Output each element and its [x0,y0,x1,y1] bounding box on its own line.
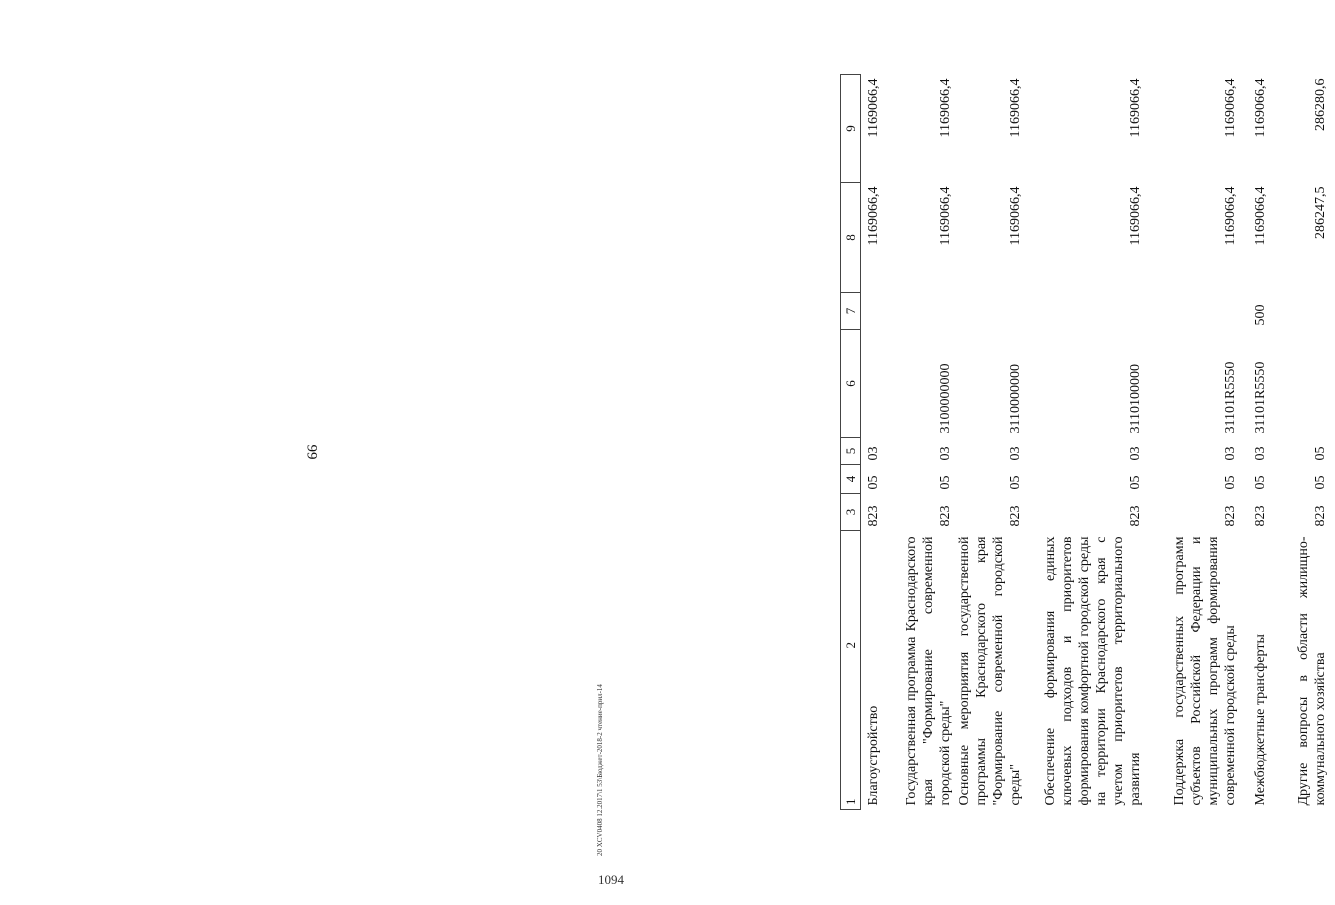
row-target-code: 3110000000 [1008,364,1024,434]
row-subsection-code: 03 [866,446,881,461]
row-amount-2019: 286247,5 [1313,186,1329,239]
header-cell: 7 [841,293,861,330]
page-number: 99 [303,444,320,460]
header-cell: 3 [841,494,861,531]
row-subsection-code: 03 [1223,446,1239,461]
table-row [885,75,955,810]
row-name: Межбюджетные трансферты [1253,634,1269,806]
row-target-code: 31101R5550 [1253,361,1269,434]
budget-table-rotated [840,75,1335,810]
row-amount-2019: 1169066,4 [1008,186,1024,246]
row-subsection-code: 03 [1128,446,1144,461]
row-amount-2019: 1169066,4 [1128,186,1144,246]
header-cell: 12 [841,531,861,810]
row-amount-2020: 1169066,4 [1128,78,1144,138]
row-name: Благоустройство [866,705,881,806]
row-target-code [861,330,885,438]
row-amount-2019: 1169066,4 [1253,186,1269,246]
row-target-code: 3110100000 [1128,364,1144,434]
row-expense-type [885,293,955,330]
row-section-code: 05 [1253,475,1269,490]
row-name: Государственная программа Краснодарского края "Формирование современной городской среды" [904,536,954,806]
row-expense-type [955,293,1025,330]
header-cell: 4 [841,465,861,494]
row-name: Основные мероприятия государственной программы Краснодарского края "Формирование современной городской среды" [957,536,1024,806]
table-row [1240,75,1270,810]
row-name: Поддержка государственных программ субъектов Российской Федерации и муниципальных программ формирования современной городской среды [1172,536,1239,806]
row-ministry-code: 823 [1223,505,1239,527]
row-target-code: 31101R5550 [1223,361,1239,434]
row-amount-2019: 1169066,4 [866,186,881,246]
row-section-code: 05 [938,475,954,490]
row-amount-2020: 1169066,4 [866,78,881,138]
table-row [1145,75,1240,810]
table-row [1025,75,1145,810]
row-target-code [1270,330,1330,438]
row-expense-type [1145,293,1240,330]
row-section-code: 05 [1223,475,1239,490]
header-cell: 8 [841,183,861,293]
row-expense-type [861,293,885,330]
row-expense-type [1270,293,1330,330]
header-cell: 9 [841,75,861,183]
row-subsection-code: 05 [1313,446,1329,461]
row-ministry-code: 823 [1128,505,1144,527]
row-amount-2020: 1169066,4 [1223,78,1239,138]
row-name: Обеспечение формирования единых ключевых подходов и приоритетов формирования комфортной городской среды на территории Краснодарского края с учетом приоритетов территориального развития [1043,536,1144,806]
header-cell: 6 [841,330,861,438]
row-amount-2019: 1169066,4 [1223,186,1239,246]
header-cell: 5 [841,438,861,465]
row-section-code: 05 [1008,475,1024,490]
row-subsection-code: 03 [1008,446,1024,461]
row-section-code: 05 [866,475,881,490]
file-stamp: 20 XCV0408 12.2017\1 53\Бюджет-2018-2 чтение-прил-14 [596,684,604,856]
row-subsection-code: 03 [938,446,954,461]
table-row [955,75,1025,810]
row-name: Другие вопросы в области жилищно-коммунального хозяйства [1296,536,1329,806]
row-amount-2020: 286280,6 [1313,78,1329,131]
row-amount-2019: 1169066,4 [938,186,954,246]
sheet-number: 1094 [598,872,624,887]
budget-table [840,74,1330,810]
row-amount-2020: 1169066,4 [938,78,954,138]
row-ministry-code: 823 [1313,505,1329,527]
row-ministry-code: 823 [1008,505,1024,527]
row-ministry-code: 823 [866,505,881,527]
table-row [1270,75,1330,810]
row-amount-2020: 1169066,4 [1008,78,1024,138]
row-target-code: 3100000000 [938,363,954,434]
row-expense-type: 500 [1253,304,1269,326]
row-ministry-code: 823 [938,505,954,527]
table-row [861,75,885,810]
row-expense-type [1025,293,1145,330]
row-amount-2020: 1169066,4 [1253,78,1269,138]
row-section-code: 05 [1313,475,1329,490]
row-section-code: 05 [1128,475,1144,490]
table-header-row [841,75,861,810]
row-subsection-code: 03 [1253,446,1269,461]
row-ministry-code: 823 [1253,505,1269,527]
